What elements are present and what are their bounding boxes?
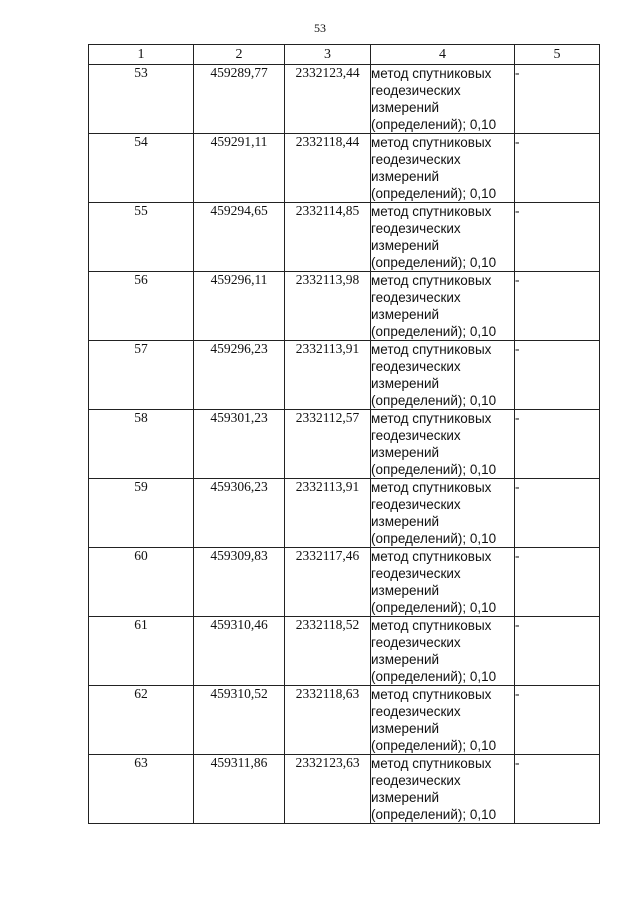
method-line: (определений); 0,10 (371, 255, 497, 270)
method-line: геодезических (371, 152, 461, 167)
note-cell: - (515, 617, 600, 686)
method-cell (371, 410, 515, 479)
method-line: (определений); 0,10 (371, 462, 497, 477)
point-number-cell: 56 (89, 272, 194, 341)
method-line: геодезических (371, 773, 461, 788)
method-line: метод спутниковых (371, 480, 492, 495)
table-row (89, 617, 600, 686)
method-cell (371, 134, 515, 203)
method-cell (371, 203, 515, 272)
table-row (89, 65, 600, 134)
header-col-3: 3 (285, 45, 371, 65)
y-coordinate-cell: 2332118,63 (285, 686, 371, 755)
method-line: метод спутниковых (371, 135, 492, 150)
table-body (89, 65, 600, 824)
method-line: метод спутниковых (371, 66, 492, 81)
method-cell (371, 65, 515, 134)
header-col-1: 1 (89, 45, 194, 65)
table-row (89, 203, 600, 272)
header-col-4: 4 (371, 45, 515, 65)
method-line: метод спутниковых (371, 204, 492, 219)
method-line: измерений (371, 169, 440, 184)
x-coordinate-cell: 459310,46 (194, 617, 285, 686)
x-coordinate-cell: 459311,86 (194, 755, 285, 824)
point-number-cell: 60 (89, 548, 194, 617)
point-number-cell: 55 (89, 203, 194, 272)
method-cell (371, 272, 515, 341)
method-line: измерений (371, 376, 440, 391)
table-row (89, 548, 600, 617)
point-number-cell: 54 (89, 134, 194, 203)
point-number-cell: 62 (89, 686, 194, 755)
table-row (89, 272, 600, 341)
table-header-row (89, 45, 600, 65)
method-line: геодезических (371, 566, 461, 581)
note-cell: - (515, 479, 600, 548)
method-line: геодезических (371, 221, 461, 236)
y-coordinate-cell: 2332113,98 (285, 272, 371, 341)
method-line: измерений (371, 100, 440, 115)
method-line: геодезических (371, 635, 461, 650)
method-line: измерений (371, 514, 440, 529)
method-line: метод спутниковых (371, 687, 492, 702)
method-cell (371, 686, 515, 755)
y-coordinate-cell: 2332112,57 (285, 410, 371, 479)
table-row (89, 134, 600, 203)
note-cell: - (515, 203, 600, 272)
method-line: (определений); 0,10 (371, 600, 497, 615)
method-line: измерений (371, 238, 440, 253)
note-cell: - (515, 686, 600, 755)
method-line: (определений); 0,10 (371, 669, 497, 684)
note-cell: - (515, 410, 600, 479)
y-coordinate-cell: 2332123,63 (285, 755, 371, 824)
point-number-cell: 57 (89, 341, 194, 410)
method-line: метод спутниковых (371, 618, 492, 633)
note-cell: - (515, 548, 600, 617)
y-coordinate-cell: 2332113,91 (285, 479, 371, 548)
point-number-cell: 63 (89, 755, 194, 824)
x-coordinate-cell: 459289,77 (194, 65, 285, 134)
x-coordinate-cell: 459306,23 (194, 479, 285, 548)
table-row (89, 479, 600, 548)
method-cell (371, 755, 515, 824)
point-number-cell: 61 (89, 617, 194, 686)
method-line: (определений); 0,10 (371, 393, 497, 408)
table-row (89, 410, 600, 479)
x-coordinate-cell: 459291,11 (194, 134, 285, 203)
coordinates-table (88, 44, 600, 824)
method-line: (определений); 0,10 (371, 807, 497, 822)
note-cell: - (515, 755, 600, 824)
method-cell (371, 617, 515, 686)
point-number-cell: 53 (89, 65, 194, 134)
method-line: (определений); 0,10 (371, 738, 497, 753)
table-row (89, 686, 600, 755)
x-coordinate-cell: 459296,11 (194, 272, 285, 341)
method-line: метод спутниковых (371, 756, 492, 771)
method-line: геодезических (371, 83, 461, 98)
x-coordinate-cell: 459294,65 (194, 203, 285, 272)
method-line: геодезических (371, 704, 461, 719)
method-line: измерений (371, 583, 440, 598)
table-row (89, 755, 600, 824)
method-line: (определений); 0,10 (371, 186, 497, 201)
y-coordinate-cell: 2332114,85 (285, 203, 371, 272)
method-line: метод спутниковых (371, 549, 492, 564)
header-col-5: 5 (515, 45, 600, 65)
note-cell: - (515, 65, 600, 134)
method-line: метод спутниковых (371, 342, 492, 357)
method-line: (определений); 0,10 (371, 324, 497, 339)
method-line: геодезических (371, 428, 461, 443)
method-line: измерений (371, 721, 440, 736)
method-line: измерений (371, 652, 440, 667)
page-number: 53 (314, 21, 326, 35)
method-cell (371, 548, 515, 617)
method-cell (371, 341, 515, 410)
note-cell: - (515, 341, 600, 410)
table-row (89, 341, 600, 410)
method-line: геодезических (371, 497, 461, 512)
method-line: геодезических (371, 359, 461, 374)
x-coordinate-cell: 459309,83 (194, 548, 285, 617)
method-line: измерений (371, 790, 440, 805)
y-coordinate-cell: 2332113,91 (285, 341, 371, 410)
y-coordinate-cell: 2332118,52 (285, 617, 371, 686)
header-col-2: 2 (194, 45, 285, 65)
x-coordinate-cell: 459310,52 (194, 686, 285, 755)
method-cell (371, 479, 515, 548)
x-coordinate-cell: 459296,23 (194, 341, 285, 410)
method-line: метод спутниковых (371, 273, 492, 288)
method-line: метод спутниковых (371, 411, 492, 426)
y-coordinate-cell: 2332123,44 (285, 65, 371, 134)
y-coordinate-cell: 2332117,46 (285, 548, 371, 617)
method-line: измерений (371, 307, 440, 322)
method-line: измерений (371, 445, 440, 460)
note-cell: - (515, 272, 600, 341)
point-number-cell: 58 (89, 410, 194, 479)
y-coordinate-cell: 2332118,44 (285, 134, 371, 203)
note-cell: - (515, 134, 600, 203)
x-coordinate-cell: 459301,23 (194, 410, 285, 479)
point-number-cell: 59 (89, 479, 194, 548)
method-line: (определений); 0,10 (371, 531, 497, 546)
method-line: (определений); 0,10 (371, 117, 497, 132)
method-line: геодезических (371, 290, 461, 305)
